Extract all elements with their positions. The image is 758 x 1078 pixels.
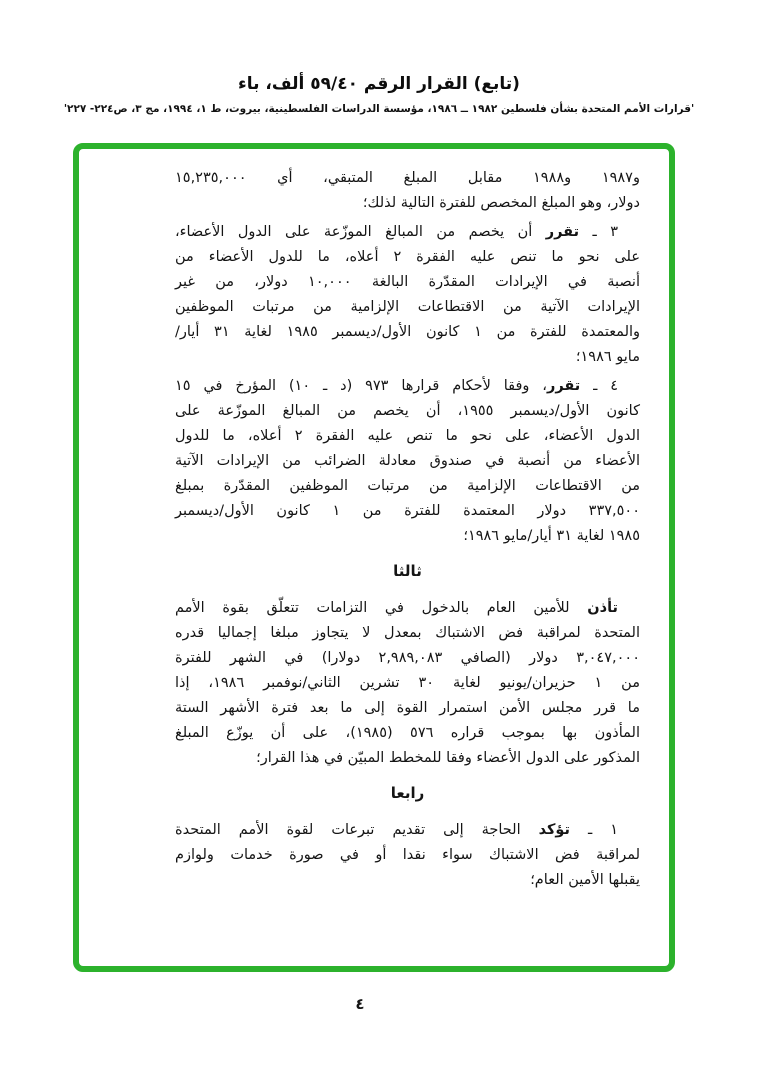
bold-keyword: تقرر (545, 224, 580, 240)
text-line: ٤ ـ تقرر، وفقا لأحكام قرارها ٩٧٣ (د ـ ١٠) المؤرخ في ١٥ (175, 378, 618, 394)
section-heading-third: ثالثا (393, 562, 422, 580)
page-header (0, 74, 758, 115)
paragraph-item-4 (175, 374, 640, 549)
text-line: المتحدة لمراقبة فض الاشتباك بمعدل لا يتجاوز مبلغا إجماليا قدره (175, 625, 640, 641)
paragraph-item-1 (175, 818, 640, 893)
bold-keyword: تأذن (587, 600, 618, 616)
paragraph-item-3 (175, 220, 640, 370)
text-line: تأذن للأمين العام بالدخول في التزامات تتعلّق بقوة الأمم (175, 600, 618, 616)
text-line: المذكور على الدول الأعضاء وفقا للمخطط المبيّن في هذا القرار؛ (256, 750, 640, 766)
text-line: الدول الأعضاء، على نحو ما تنص عليه الفقرة ٢ أعلاه، ما للدول (175, 428, 640, 444)
text-line: المأذون بها بموجب قراره ٥٧٦ (١٩٨٥)، على أن يوزّع المبلغ (175, 725, 640, 741)
text-line: يقبلها الأمين العام؛ (530, 872, 640, 888)
text-line: من ١ حزيران/يونيو لغاية ٣٠ تشرين الثاني/نوفمبر ١٩٨٦، إذا (175, 675, 640, 691)
bold-keyword: تقرر (546, 378, 581, 394)
text-line: و١٩٨٧ و١٩٨٨ مقابل المبلغ المتبقي، أي ١٥,٢٣٥,٠٠٠ (175, 170, 640, 186)
text-line: دولار، وهو المبلغ المخصص للفترة التالية لذلك؛ (362, 195, 640, 211)
text-line: ١ ـ تؤكد الحاجة إلى تقديم تبرعات لقوة الأمم المتحدة (175, 822, 618, 838)
text-line: لمراقبة فض الاشتباك سواء نقدا أو في صورة خدمات ولوازم (175, 847, 640, 863)
paragraph-authorization (175, 596, 640, 771)
paragraph-continuation (175, 166, 640, 216)
text-line: من الاقتطاعات الإلزامية من مرتبات الموظفين المقدّرة بمبلغ (175, 478, 640, 494)
bold-keyword: تؤكد (538, 822, 570, 838)
text-line: كانون الأول/ديسمبر ١٩٥٥، أن يخصم من المبالغ الموزّعة على (175, 403, 640, 419)
text-line: على نحو ما تنص عليه الفقرة ٢ أعلاه، ما للدول الأعضاء من (175, 249, 640, 265)
text-line: مايو ١٩٨٦؛ (575, 349, 640, 365)
text-line: ٣٣٧,٥٠٠ دولار المعتمدة للفترة من ١ كانون الأول/ديسمبر (175, 503, 640, 519)
page-number: ٤ (355, 995, 365, 1013)
text-line: والمعتمدة للفترة من ١ كانون الأول/ديسمبر ١٩٨٥ لغاية ٣١ أيار/ (175, 324, 641, 340)
document-title: (تابع) القرار الرقم ٥٩/٤٠ ألف، باء (238, 74, 520, 94)
text-line: ٣,٠٤٧,٠٠٠ دولار (الصافي ٢,٩٨٩,٠٨٣ دولارا) في الشهر للفترة (175, 650, 640, 666)
text-line: ٣ ـ تقرر أن يخصم من المبالغ الموزّعة على الدول الأعضاء، (175, 224, 618, 240)
text-line: الإيرادات الآتية من الاقتطاعات الإلزامية من مرتبات الموظفين (175, 299, 640, 315)
section-heading-fourth: رابعا (390, 784, 425, 802)
text-line: أنصبة في الإيرادات المقدّرة البالغة ١٠,٠٠٠ دولار، من غير (175, 274, 640, 290)
document-body (175, 166, 640, 897)
text-line: ما قرر مجلس الأمن استمرار القوة إلى ما بعد فترة الأشهر الستة (175, 700, 640, 716)
text-line: الأعضاء من أنصبة في صندوق معادلة الضرائب من الإيرادات الآتية (175, 453, 640, 469)
document-source-citation: 'قرارات الأمم المتحدة بشأن فلسطين ١٩٨٢ ــ ١٩٨٦، مؤسسة الدراسات الفلسطينية، بيروت، ط ١، ١٩٩٤، مج ٣، ص٢٢٤- ٢٢٧' (63, 103, 695, 115)
text-line: ١٩٨٥ لغاية ٣١ أيار/مايو ١٩٨٦؛ (463, 528, 640, 544)
